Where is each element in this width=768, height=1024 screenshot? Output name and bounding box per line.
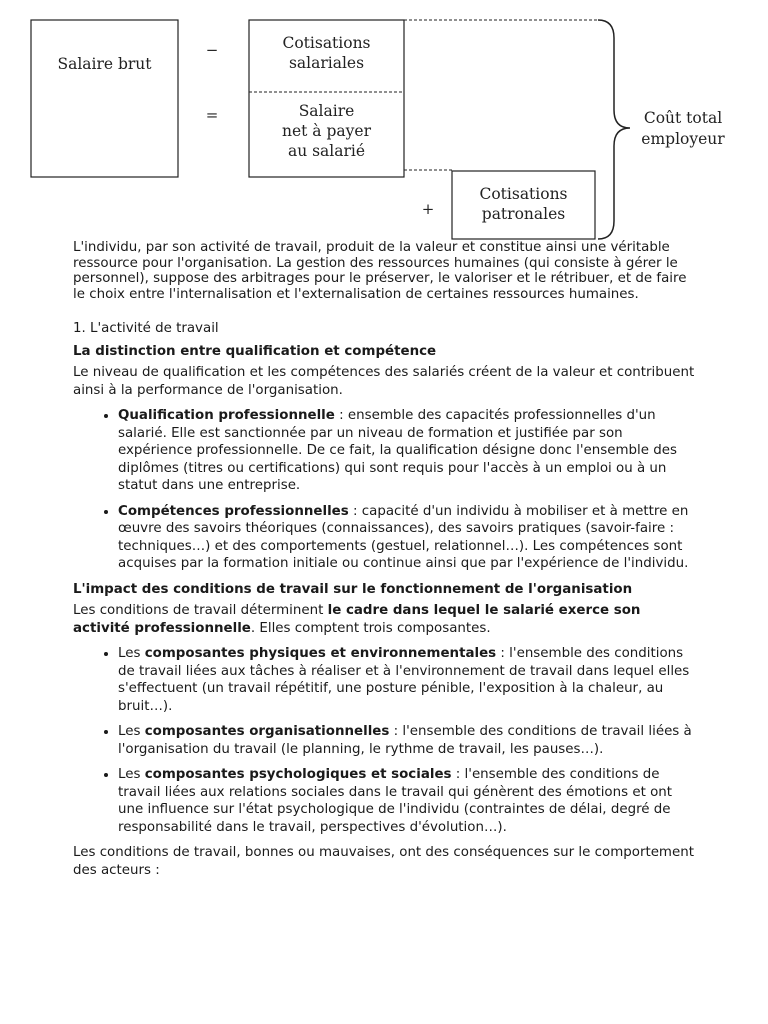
list-item-text: : l'ensemble des conditions de travail liées aux relations sociales dans le travail qui génèrent des émotions et ont une influence sur l'état psychologique de l'individu (contraintes de délai, degré de responsabilité dans le travail, perspectives d'évolution…). [118,767,673,835]
intro-paragraph: L'individu, par son activité de travail, produit de la valeur et constitue ainsi une véritable ressource pour l'organisation. La gestion des ressources humaines (qui consiste à gérer le personnel), suppose des arbitrages pour le préserver, le valoriser et le rétribuer, et de faire le choix entre l'internalisation et l'externalisation de certaines ressources humaines. [73,240,687,302]
list-item-text: : l'ensemble des conditions de travail liées à l'organisation du travail (le planning, le rythme de travail, les pauses…). [118,724,692,757]
cout-total-line1: Coût total [643,109,723,127]
conditions-paragraph: Les conditions de travail déterminent le cadre dans lequel le salarié exerce son activité professionnelle. Elles comptent trois composantes. [73,603,641,636]
list-item-term: composantes psychologiques et sociales [144,767,452,782]
section-title: 1. L'activité de travail [73,321,219,336]
closing-paragraph: Les conditions de travail, bonnes ou mauvaises, ont des conséquences sur le comportement des acteurs : [73,845,694,878]
list-item-term: Qualification professionnelle [118,408,335,423]
qualification-list [73,407,698,573]
document-body [73,240,698,879]
conditions-list [73,645,698,836]
list-item [118,503,698,573]
qualification-paragraph: Le niveau de qualification et les compétences des salariés créent de la valeur et contribuent ainsi à la performance de l'organisation. [73,365,695,398]
salary-diagram [0,0,768,240]
list-item-term: composantes organisationnelles [144,724,390,739]
salaire-net-line1: Salaire [298,102,355,120]
cotisations-patronales-line1: Cotisations [479,185,568,203]
conditions-heading: L'impact des conditions de travail sur le fonctionnement de l'organisation [73,581,633,597]
list-item: • Les composantes organisationnelles : l'ensemble des conditions de travail liées à l'organisation du travail (le planning, le rythme de travail, les pauses…). [118,723,698,758]
cout-total-line2: employeur [641,130,725,148]
salaire-net-line3: au salarié [287,142,366,160]
cotisations-salariales-line1: Cotisations [282,34,371,52]
minus-sign: − [205,41,219,59]
qualification-heading: La distinction entre qualification et compétence [73,343,437,359]
list-item [118,407,698,495]
salaire-brut-label: Salaire brut [57,55,152,73]
total-brace [598,20,630,239]
list-item-term: composantes physiques et environnementales [144,646,497,661]
plus-sign: + [421,200,435,218]
list-item: • Les composantes physiques et environnementales : l'ensemble des conditions de travail liées aux tâches à réaliser et à l'environnement de travail dans lequel elles s'effectuent (un travail répétitif, une posture pénible, l'exposition à la chaleur, au bruit…). [118,645,698,715]
salaire-brut-box [31,20,178,177]
cotisations-patronales-line2: patronales [481,205,566,223]
list-item: • Les composantes psychologiques et sociales : l'ensemble des conditions de travail liées aux relations sociales dans le travail qui génèrent des émotions et ont une influence sur l'état psychologique de l'individu (contraintes de délai, degré de responsabilité dans le travail, perspectives d'évolution…). [118,766,698,836]
list-item-text: : l'ensemble des conditions de travail liées aux tâches à réaliser et à l'environnement de travail dans lequel elles s'effectuent (un travail répétitif, une posture pénible, l'exposition à la chaleur, au bruit…). [118,646,690,714]
list-item-text: : ensemble des capacités professionnelles d'un salarié. Elle est sanctionnée par un niveau de formation et justifiée par son expérience professionnelle. De ce fait, la qualification désigne donc l'ensemble des diplômes (titres ou certifications) qui sont requis pour l'accès à un emploi ou à un statut dans une entreprise. [118,408,677,493]
salaire-net-line2: net à payer [282,122,371,140]
list-item-term: Compétences professionnelles [118,503,349,519]
list-item-text: : capacité d'un individu à mobiliser et à mettre en œuvre des savoirs théoriques (connaissances), des savoirs pratiques (savoir-faire : techniques…) et des comportements (gestuel, relationnel…). Les compétences sont acquises par la formation initiale ou continue ainsi que par l'expérience de l'individu. [118,503,689,571]
equals-sign: = [205,106,219,124]
cotisations-salariales-line2: salariales [288,54,365,72]
